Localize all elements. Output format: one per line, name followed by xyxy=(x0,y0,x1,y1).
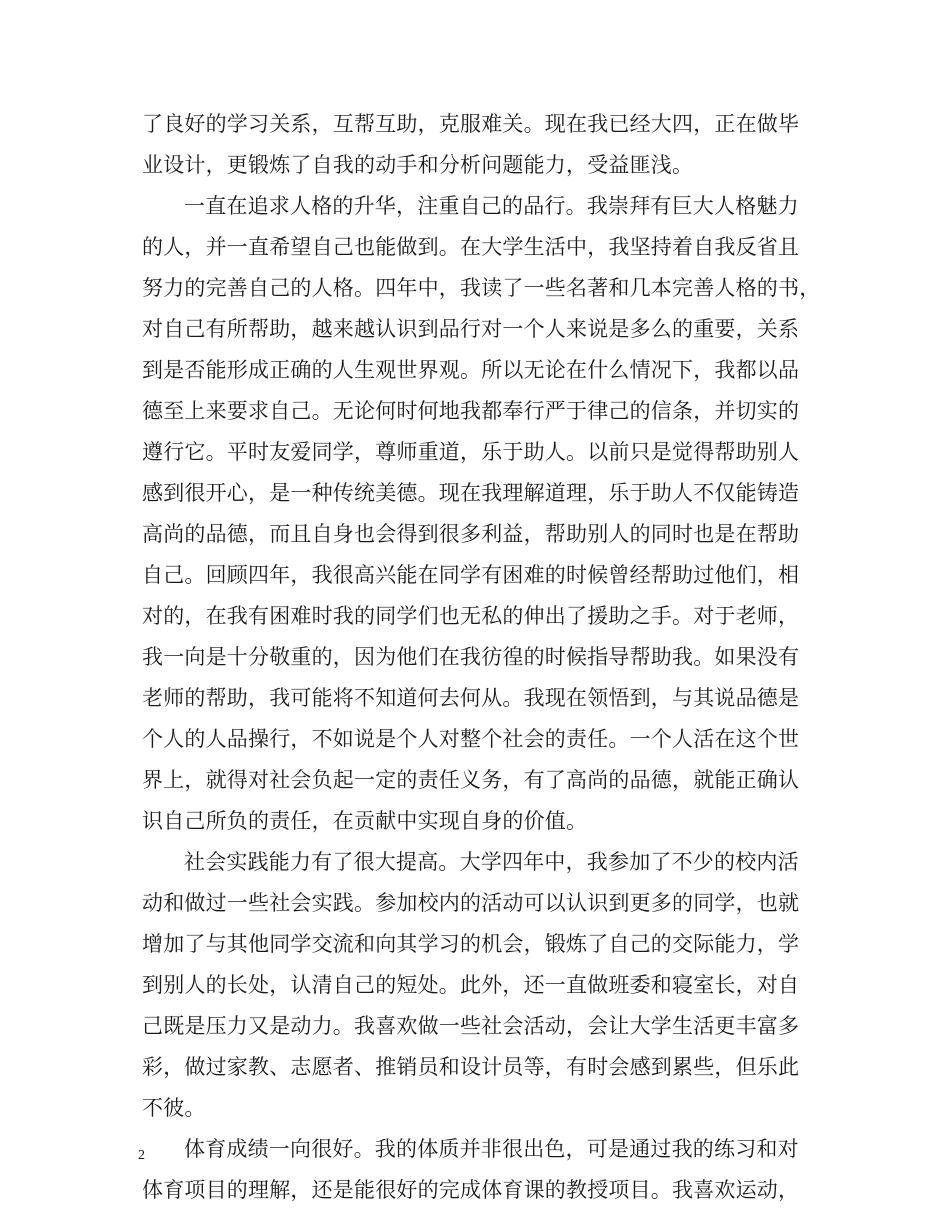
text-line: 界上，就得对社会负起一定的责任义务，有了高尚的品德，就能正确认 xyxy=(142,768,800,792)
text-line: 对自己有所帮助，越来越认识到品行对一个人来说是多么的重要，关系 xyxy=(142,317,800,341)
text-line: 了良好的学习关系，互帮互助，克服难关。现在我已经大四，正在做毕 xyxy=(142,112,800,136)
text-line: 努力的完善自己的人格。四年中，我读了一些名著和几本完善人格的书， xyxy=(142,276,821,300)
text-line: 到别人的长处，认清自己的短处。此外，还一直做班委和寝室长，对自 xyxy=(142,973,800,997)
text-line: 遵行它。平时友爱同学，尊师重道，乐于助人。以前只是觉得帮助别人 xyxy=(142,440,800,464)
text-line: 个人的人品操行，不如说是个人对整个社会的责任。一个人活在这个世 xyxy=(142,727,800,751)
text-line: 我一向是十分敬重的，因为他们在我彷徨的时候指导帮助我。如果没有 xyxy=(142,645,800,669)
text-line: 老师的帮助，我可能将不知道何去何从。我现在领悟到，与其说品德是 xyxy=(142,686,800,710)
text-line: 体育项目的理解，还是能很好的完成体育课的教授项目。我喜欢运动， xyxy=(142,1178,800,1202)
text-line: 德至上来要求自己。无论何时何地我都奉行严于律己的信条，并切实的 xyxy=(142,399,800,423)
text-line: 增加了与其他同学交流和向其学习的机会，锻炼了自己的交际能力，学 xyxy=(142,932,800,956)
text-line: 对的，在我有困难时我的同学们也无私的伸出了援助之手。对于老师， xyxy=(142,604,800,628)
paragraph-start-line: 一直在追求人格的升华，注重自己的品行。我崇拜有巨大人格魅力 xyxy=(184,194,799,218)
text-line: 彩，做过家教、志愿者、推销员和设计员等，有时会感到累些，但乐此 xyxy=(142,1055,800,1079)
text-line: 到是否能形成正确的人生观世界观。所以无论在什么情况下，我都以品 xyxy=(142,358,800,382)
text-line: 自己。回顾四年，我很高兴能在同学有困难的时候曾经帮助过他们，相 xyxy=(142,563,800,587)
text-line: 高尚的品德，而且自身也会得到很多利益，帮助别人的同时也是在帮助 xyxy=(142,522,800,546)
text-line: 不彼。 xyxy=(142,1096,206,1120)
paragraph-start-line: 社会实践能力有了很大提高。大学四年中，我参加了不少的校内活 xyxy=(184,850,799,874)
page-number: 2 xyxy=(138,1148,145,1163)
text-line: 己既是压力又是动力。我喜欢做一些社会活动，会让大学生活更丰富多 xyxy=(142,1014,800,1038)
body-text xyxy=(142,104,822,1211)
text-line: 识自己所负的责任，在贡献中实现自身的价值。 xyxy=(142,809,588,833)
text-line: 感到很开心，是一种传统美德。现在我理解道理，乐于助人不仅能铸造 xyxy=(142,481,800,505)
text-line: 动和做过一些社会实践。参加校内的活动可以认识到更多的同学，也就 xyxy=(142,891,800,915)
paragraph-start-line: 体育成绩一向很好。我的体质并非很出色，可是通过我的练习和对 xyxy=(184,1137,799,1161)
text-line: 业设计，更锻炼了自我的动手和分析问题能力，受益匪浅。 xyxy=(142,153,694,177)
text-line: 的人，并一直希望自己也能做到。在大学生活中，我坚持着自我反省且 xyxy=(142,235,800,259)
